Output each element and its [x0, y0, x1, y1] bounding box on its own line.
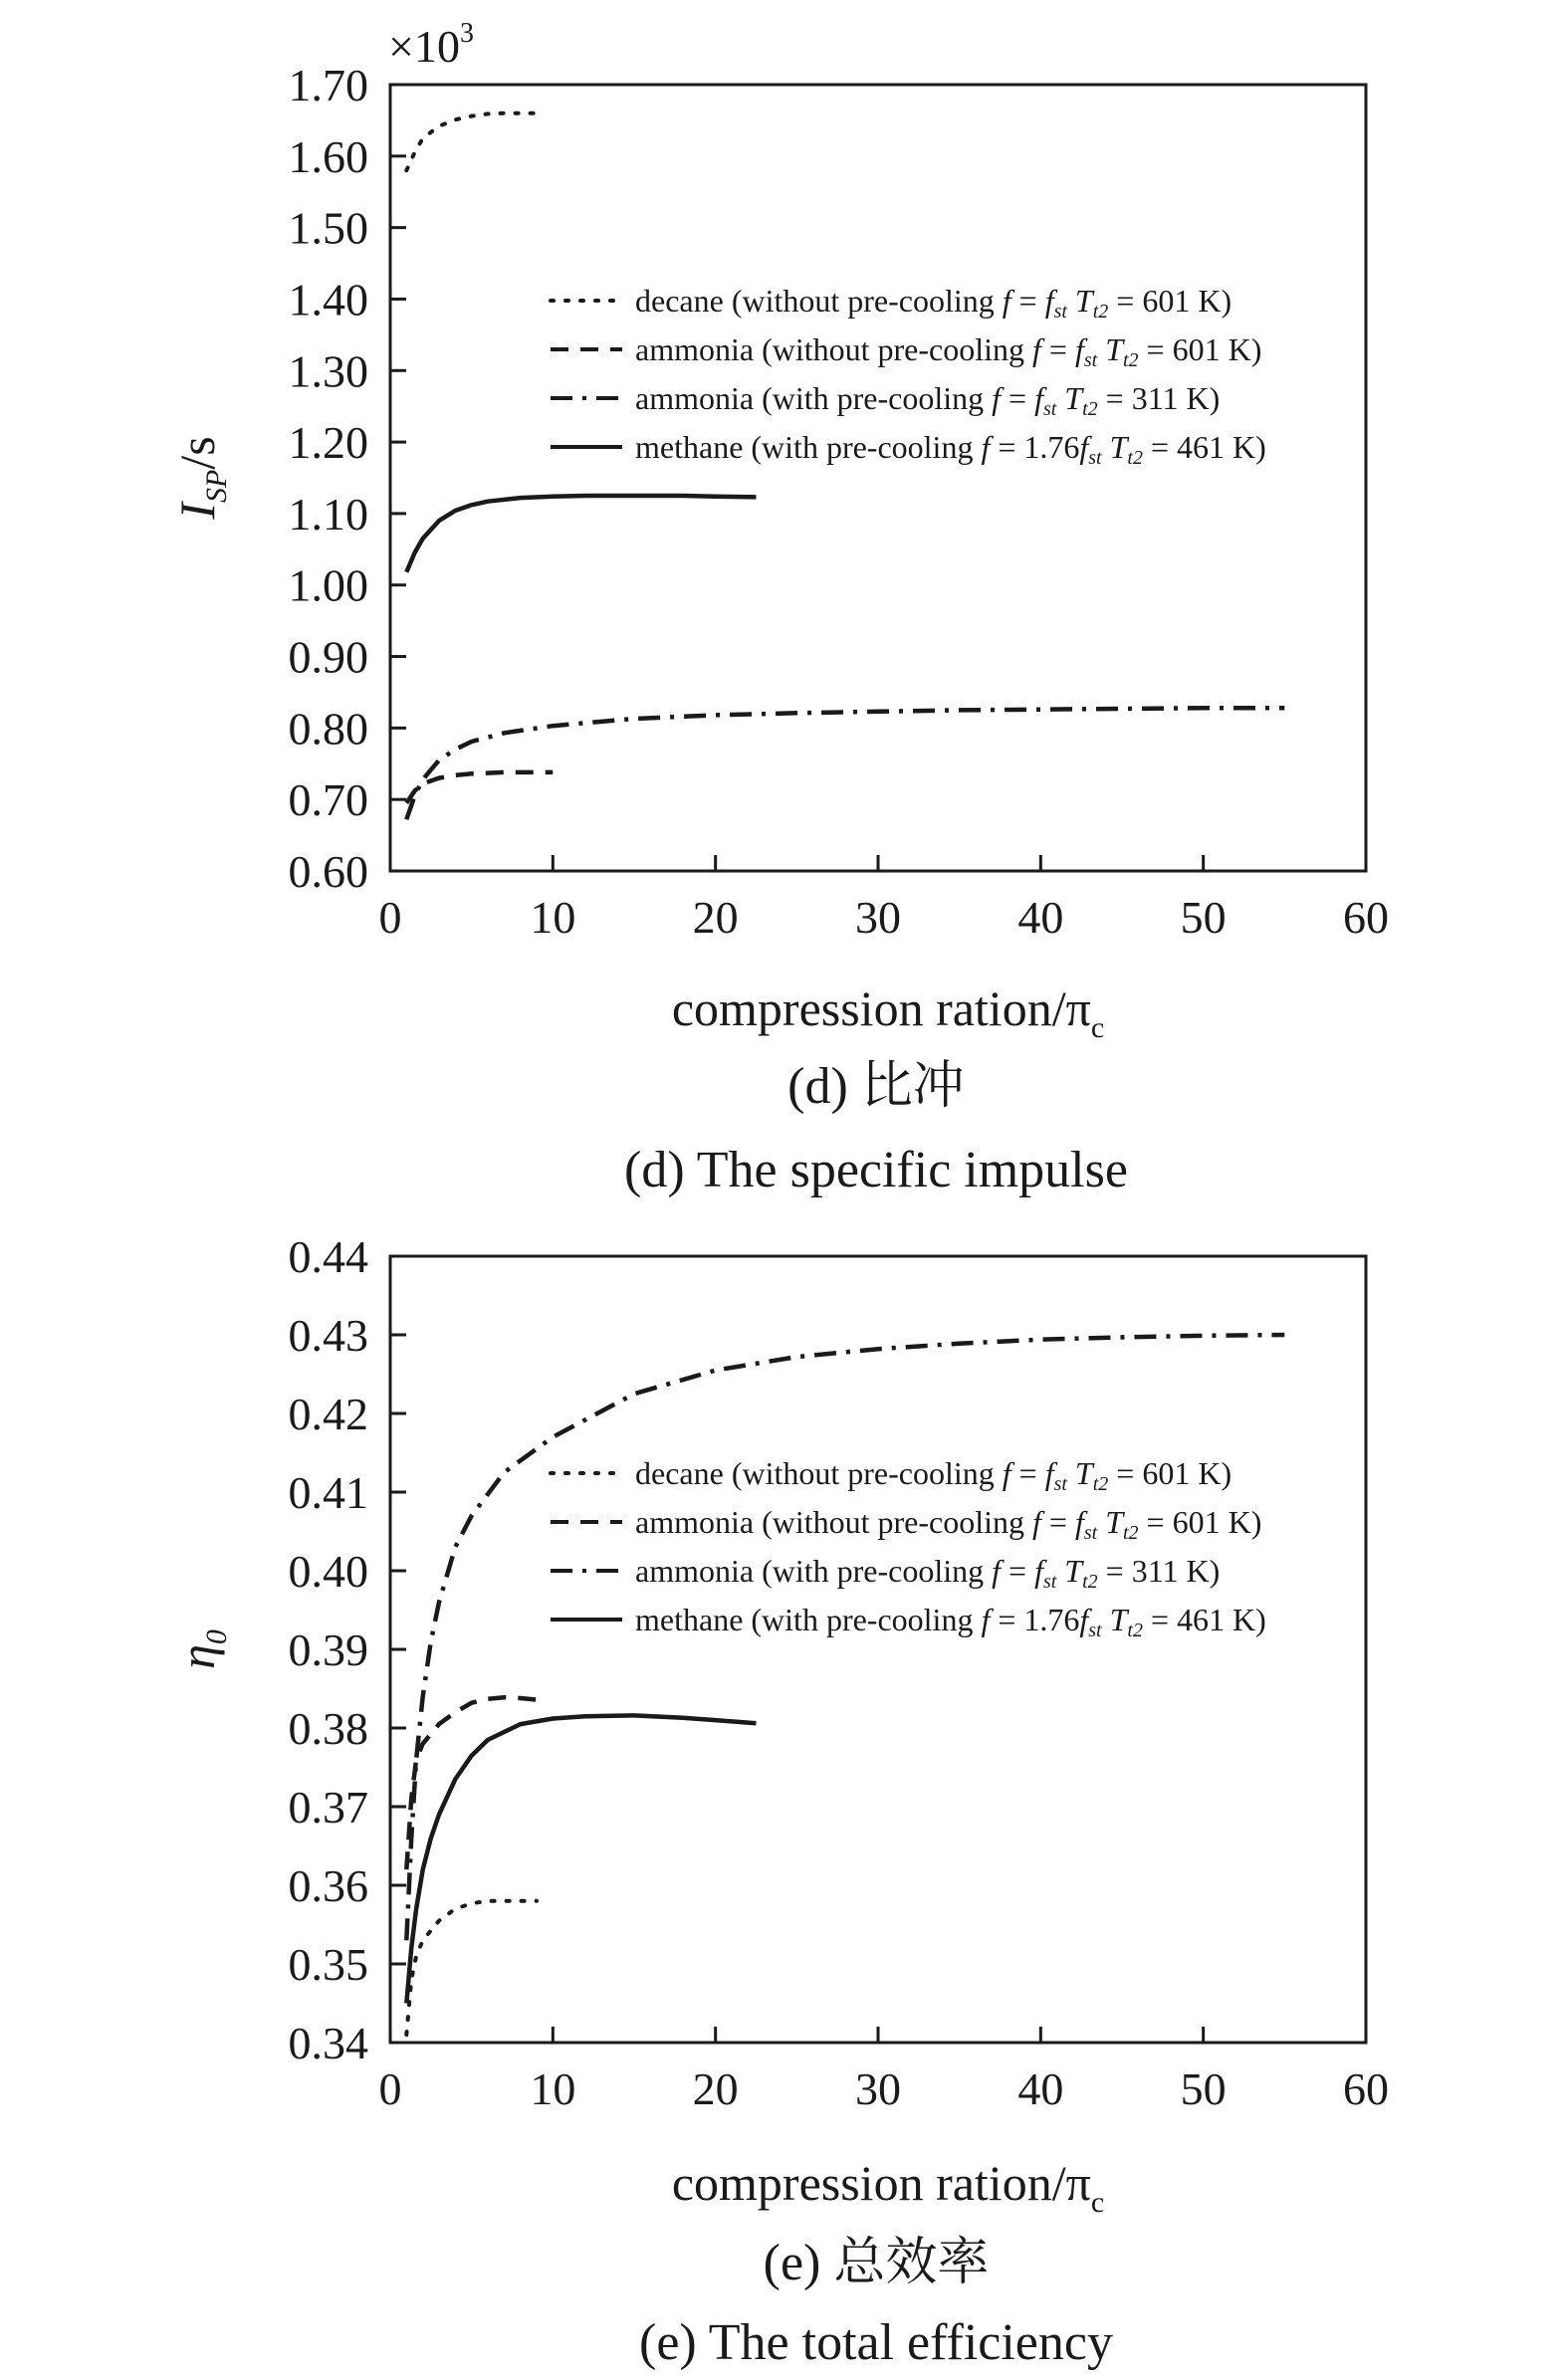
legend-label-3: methane (with pre-cooling f = 1.76fst Tt2 = 461 K) [635, 1602, 1266, 1641]
y-axis-label [169, 436, 233, 520]
x-tick-label: 50 [1180, 892, 1227, 943]
plot-frame [390, 1256, 1366, 2043]
x-tick-label: 30 [855, 2063, 901, 2114]
y-tick-label: 0.37 [288, 1782, 368, 1833]
legend-label-1: ammonia (without pre-cooling f = fst Tt2 = 601 K) [635, 1504, 1262, 1544]
y-tick-label: 1.00 [288, 559, 368, 611]
y-axis-label-subscript: SP [200, 469, 233, 504]
caption-chinese: (e) 总效率 [763, 2235, 990, 2291]
x-axis-label-text: compression ration/π [671, 980, 1091, 1036]
y-tick-label: 1.60 [288, 130, 368, 182]
legend-label-0: decane (without pre-cooling f = fst Tt2 = 601 K) [635, 283, 1232, 323]
legend-label-2: ammonia (with pre-cooling f = fst Tt2 = 311 K) [635, 380, 1221, 420]
x-tick-label: 0 [378, 2063, 402, 2114]
y-tick-label: 1.20 [288, 417, 368, 469]
x-tick-label: 20 [692, 2063, 739, 2114]
y-tick-label: 0.70 [288, 774, 368, 826]
caption-chinese: (d) 比冲 [787, 1058, 965, 1115]
y-tick-label: 0.44 [288, 1231, 368, 1282]
x-tick-label: 60 [1343, 892, 1389, 943]
x-tick-label: 50 [1180, 2063, 1227, 2114]
legend-label-3: methane (with pre-cooling f = 1.76fst Tt2 = 461 K) [635, 429, 1266, 469]
y-tick-label: 0.36 [288, 1860, 368, 1911]
axis-multiplier [388, 18, 474, 72]
x-tick-label: 40 [1017, 892, 1064, 943]
y-tick-label: 0.35 [288, 1939, 368, 1990]
y-tick-label: 0.43 [288, 1310, 368, 1361]
y-tick-label: 1.70 [288, 60, 368, 110]
x-tick-label: 10 [530, 2063, 576, 2114]
x-tick-label: 60 [1343, 2063, 1389, 2114]
legend-label-1: ammonia (without pre-cooling f = fst Tt2 = 601 K) [635, 331, 1262, 371]
series-line-1-dashed [406, 772, 553, 803]
y-axis-label-subscript: 0 [200, 1629, 233, 1645]
y-axis-label-text: I [169, 503, 225, 520]
specific-impulse-chart [169, 18, 1389, 1198]
x-tick-label: 30 [855, 892, 901, 943]
y-tick-label: 0.41 [288, 1467, 368, 1518]
y-tick-label: 0.42 [288, 1389, 368, 1439]
caption-english: (d) The specific impulse [624, 1142, 1128, 1198]
plot-frame [390, 85, 1366, 871]
legend-label-0: decane (without pre-cooling f = fst Tt2 = 601 K) [635, 1455, 1232, 1495]
axis-multiplier-base: ×10 [388, 21, 460, 72]
y-tick-label: 0.38 [288, 1703, 368, 1754]
y-tick-label: 0.80 [288, 703, 368, 755]
legend-label-2: ammonia (with pre-cooling f = fst Tt2 = 311 K) [635, 1553, 1221, 1593]
total-efficiency-chart [169, 1231, 1389, 2371]
y-tick-label: 1.40 [288, 274, 368, 325]
x-axis-label-subscript: c [1090, 2186, 1105, 2219]
series-line-0-dotted [406, 1901, 537, 2035]
x-axis-label [672, 980, 1104, 1044]
series-line-0-dotted [406, 113, 537, 171]
y-tick-label: 0.90 [288, 631, 368, 683]
series-line-3-solid [406, 1715, 756, 2003]
y-tick-label: 0.39 [288, 1624, 368, 1675]
x-axis-label [672, 2155, 1104, 2219]
x-axis-label-text: compression ration/π [671, 2155, 1091, 2211]
x-axis-label-subscript: c [1090, 1011, 1105, 1044]
y-tick-label: 0.40 [288, 1546, 368, 1597]
y-tick-label: 0.34 [288, 2018, 368, 2068]
axis-multiplier-exponent: 3 [459, 18, 474, 49]
y-tick-label: 1.30 [288, 345, 368, 397]
y-tick-label: 1.10 [288, 488, 368, 540]
y-axis-label [169, 1629, 233, 1669]
x-tick-label: 0 [378, 892, 402, 943]
series-line-1-dashed [406, 1697, 537, 1869]
y-axis-label-unit: /s [169, 436, 225, 470]
x-tick-label: 40 [1017, 2063, 1064, 2114]
y-tick-label: 1.50 [288, 202, 368, 254]
series-line-2-dashdot [406, 1335, 1284, 1940]
y-axis-label-text: η [169, 1644, 225, 1669]
x-tick-label: 20 [692, 892, 739, 943]
y-tick-label: 0.60 [288, 846, 368, 897]
caption-english: (e) The total efficiency [639, 2314, 1113, 2371]
series-line-3-solid [406, 496, 756, 572]
x-tick-label: 10 [530, 892, 576, 943]
series-line-2-dashdot [406, 708, 1284, 819]
